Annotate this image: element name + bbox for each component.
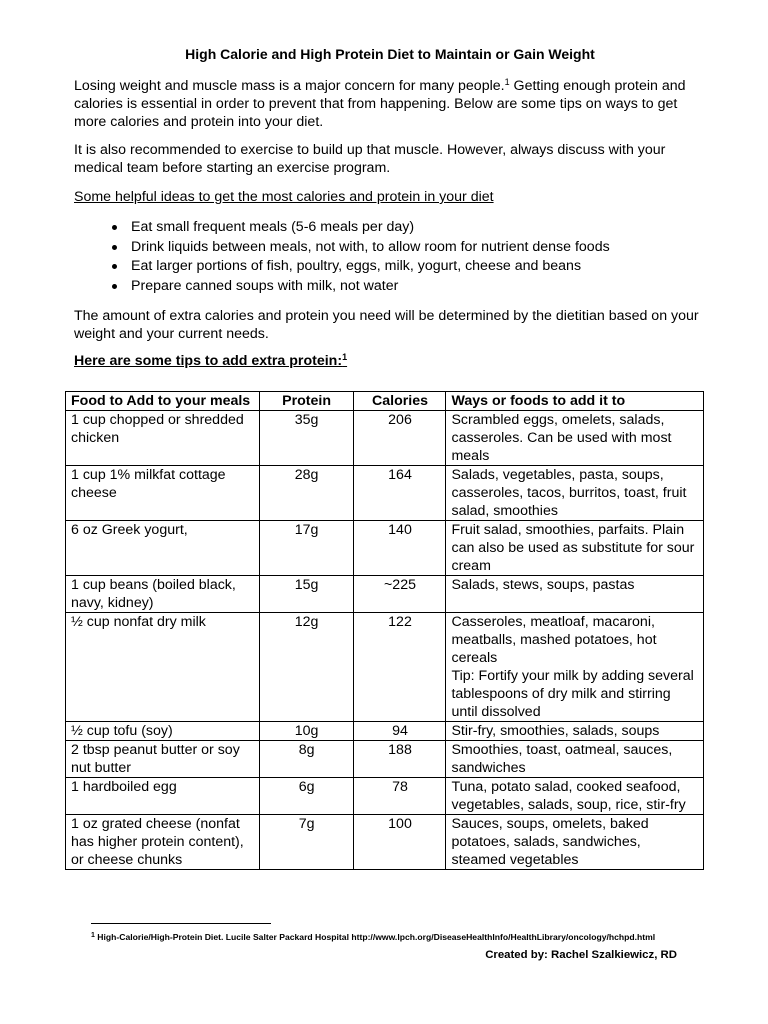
cell-ways: Scrambled eggs, omelets, salads, casseroles. Can be used with most meals — [446, 411, 704, 466]
cell-ways: Sauces, soups, omelets, baked potatoes, salads, sandwiches, steamed vegetables — [446, 815, 704, 870]
list-item: Eat larger portions of fish, poultry, eggs, milk, yogurt, cheese and beans — [112, 257, 706, 277]
cell-protein: 15g — [259, 576, 353, 613]
created-by: Created by: Rachel Szalkiewicz, RD — [485, 949, 677, 961]
header-protein: Protein — [259, 392, 353, 411]
cell-food: ½ cup tofu (soy) — [66, 722, 260, 741]
cell-food: 1 cup beans (boiled black, navy, kidney) — [66, 576, 260, 613]
exercise-paragraph: It is also recommended to exercise to build up that muscle. However, always discuss with your medical team before starting an exercise program. — [74, 142, 666, 176]
cell-ways — [446, 613, 704, 722]
amount-paragraph: The amount of extra calories and protein you need will be determined by the dietitian based on your weight and your current needs. — [74, 308, 699, 342]
document-body — [74, 46, 706, 376]
cell-calories: 164 — [353, 466, 446, 521]
table-row — [66, 466, 704, 521]
cell-protein: 28g — [259, 466, 353, 521]
cell-food: ½ cup nonfat dry milk — [66, 613, 260, 722]
cell-ways: Salads, stews, soups, pastas — [446, 576, 704, 613]
list-item: Eat small frequent meals (5-6 meals per day) — [112, 218, 706, 238]
footnote-separator — [91, 923, 271, 924]
intro-paragraph — [74, 77, 706, 131]
cell-calories: 122 — [353, 613, 446, 722]
footnote — [91, 931, 731, 943]
tips-heading-text: Here are some tips to add extra protein: — [74, 353, 343, 369]
table-row — [66, 722, 704, 741]
cell-protein: 8g — [259, 741, 353, 778]
cell-protein: 17g — [259, 521, 353, 576]
table-row — [66, 815, 704, 870]
cell-calories: 78 — [353, 778, 446, 815]
cell-food: 1 oz grated cheese (nonfat has higher protein content), or cheese chunks — [66, 815, 260, 870]
cell-food: 6 oz Greek yogurt, — [66, 521, 260, 576]
intro-text-end: Getting enough protein and calories is essential in order to prevent that from happening. Below are some tips on ways to get more calories and protein into your diet. — [74, 78, 686, 130]
cell-ways: Fruit salad, smoothies, parfaits. Plain can also be used as substitute for sour cream — [446, 521, 704, 576]
list-item: Prepare canned soups with milk, not water — [112, 277, 706, 297]
ideas-heading: Some helpful ideas to get the most calories and protein in your diet — [74, 189, 494, 205]
list-item: Drink liquids between meals, not with, to allow room for nutrient dense foods — [112, 238, 706, 258]
table-row — [66, 411, 704, 466]
cell-ways-text: Casseroles, meatloaf, macaroni, meatballs, mashed potatoes, hot cereals — [451, 614, 657, 666]
cell-food: 2 tbsp peanut butter or soy nut butter — [66, 741, 260, 778]
cell-ways-tip: Tip: Fortify your milk by adding several tablespoons of dry milk and stirring until dissolved — [451, 668, 694, 720]
header-food: Food to Add to your meals — [66, 392, 260, 411]
cell-protein: 12g — [259, 613, 353, 722]
table-row — [66, 778, 704, 815]
cell-food: 1 cup 1% milkfat cottage cheese — [66, 466, 260, 521]
table-header-row — [66, 392, 704, 411]
footnote-ref: 1 — [342, 352, 348, 362]
table-row — [66, 521, 704, 576]
table-row — [66, 613, 704, 722]
cell-calories: 100 — [353, 815, 446, 870]
cell-protein: 7g — [259, 815, 353, 870]
header-ways: Ways or foods to add it to — [446, 392, 704, 411]
table-row — [66, 741, 704, 778]
ideas-list — [74, 218, 706, 296]
cell-calories: 140 — [353, 521, 446, 576]
footnote-text: High-Calorie/High-Protein Diet. Lucile Salter Packard Hospital http://www.lpch.org/DiseaseHealthInfo/HealthLibrary/oncology/hchpd.html — [97, 932, 656, 942]
cell-ways: Smoothies, toast, oatmeal, sauces, sandwiches — [446, 741, 704, 778]
cell-calories: 94 — [353, 722, 446, 741]
footnote-ref: 1 — [504, 77, 510, 87]
cell-ways: Stir-fry, smoothies, salads, soups — [446, 722, 704, 741]
cell-ways: Tuna, potato salad, cooked seafood, vegetables, salads, soup, rice, stir-fry — [446, 778, 704, 815]
cell-food: 1 cup chopped or shredded chicken — [66, 411, 260, 466]
tips-heading — [74, 352, 706, 370]
cell-food: 1 hardboiled egg — [66, 778, 260, 815]
document-title: High Calorie and High Protein Diet to Maintain or Gain Weight — [185, 46, 595, 62]
cell-calories: 206 — [353, 411, 446, 466]
footnote-number: 1 — [91, 932, 95, 939]
protein-table — [65, 391, 704, 870]
cell-ways: Salads, vegetables, pasta, soups, casseroles, tacos, burritos, toast, fruit salad, smoothies — [446, 466, 704, 521]
table-row — [66, 576, 704, 613]
cell-protein: 35g — [259, 411, 353, 466]
header-calories: Calories — [353, 392, 446, 411]
cell-protein: 6g — [259, 778, 353, 815]
cell-calories: ~225 — [353, 576, 446, 613]
cell-protein: 10g — [259, 722, 353, 741]
intro-text-start: Losing weight and muscle mass is a major concern for many people. — [74, 78, 505, 94]
cell-calories: 188 — [353, 741, 446, 778]
